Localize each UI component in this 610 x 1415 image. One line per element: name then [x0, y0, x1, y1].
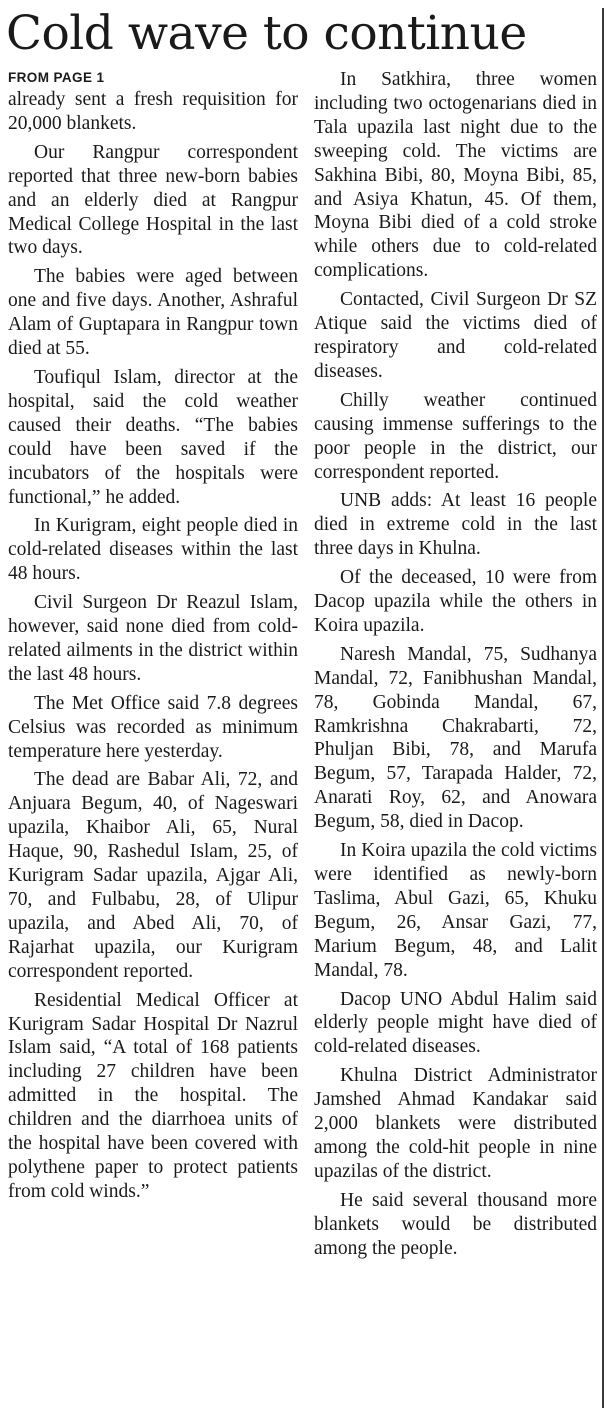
article-paragraph: Chilly weather continued causing immense sufferings to the poor people in the district, our correspondent reported.: [314, 389, 597, 483]
article-column-right: [314, 68, 597, 1266]
article-paragraph: Dacop UNO Abdul Halim said elderly people might have died of cold-related diseases.: [314, 988, 597, 1058]
headline: Cold wave to continue: [6, 6, 527, 61]
column-rule: [602, 8, 604, 1408]
article-paragraph: The Met Office said 7.8 degrees Celsius was recorded as minimum temperature here yesterday.: [8, 692, 298, 762]
continued-from-label: FROM PAGE 1: [8, 70, 105, 85]
article-paragraph: Residential Medical Officer at Kurigram Sadar Hospital Dr Nazrul Islam said, “A total of 168 patients including 27 children have been admitted in the hospital. The children and the diarrhoea units of the hospital have been covered with polythene paper to protect patients from cold winds.”: [8, 989, 298, 1202]
article-paragraph: Toufiqul Islam, director at the hospital, said the cold weather caused their deaths. “The babies could have been saved if the incubators of the hospitals were functional,” he added.: [8, 366, 298, 508]
article-paragraph: UNB adds: At least 16 people died in extreme cold in the last three days in Khulna.: [314, 490, 597, 560]
article-paragraph: The babies were aged between one and five days. Another, Ashraful Alam of Guptapara in Rangpur town died at 55.: [8, 266, 298, 360]
article-paragraph: In Kurigram, eight people died in cold-related diseases within the last 48 hours.: [8, 515, 298, 585]
article-paragraph: Khulna District Administrator Jamshed Ahmad Kandakar said 2,000 blankets were distributed among the cold-hit people in nine upazilas of the district.: [314, 1065, 597, 1182]
article-paragraph: He said several thousand more blankets would be distributed among the people.: [314, 1189, 597, 1259]
article-paragraph: In Satkhira, three women including two octogenarians died in Tala upazila last night due to the sweeping cold. The victims are Sakhina Bibi, 80, Moyna Bibi, 85, and Asiya Khatun, 45. Of them, Moyna Bibi died of a cold stroke while others due to cold-related complications.: [314, 69, 597, 282]
article-paragraph: The dead are Babar Ali, 72, and Anjuara Begum, 40, of Nageswari upazila, Khaibor Ali, 65, Nural Haque, 90, Rashedul Islam, 25, of Kurigram Sadar upazila, Ajgar Ali, 70, and Fulbabu, 28, of Ulipur upazila, and Abed Ali, 70, of Rajarhat upazila, our Kurigram correspondent reported.: [8, 769, 298, 982]
article-paragraph: Our Rangpur correspondent reported that three new-born babies and an elderly died at Rangpur Medical College Hospital in the last two days.: [8, 141, 298, 259]
article-paragraph: Of the deceased, 10 were from Dacop upazila while the others in Koira upazila.: [314, 567, 597, 636]
article-column-left: [8, 68, 298, 1209]
article-paragraph: Naresh Mandal, 75, Sudhanya Mandal, 72, Fanibhushan Mandal, 78, Gobinda Mandal, 67, Ramkrishna Chakrabarti, 72, Phuljan Bibi, 78, and Marufa Begum, 57, Tarapada Halder, 72, Anarati Roy, 62, and Anowara Begum, 58, died in Dacop.: [314, 643, 597, 833]
article-paragraph: Civil Surgeon Dr Reazul Islam, however, said none died from cold-related ailments in the district within the last 48 hours.: [8, 592, 298, 685]
article-paragraph: In Koira upazila the cold victims were identified as newly-born Taslima, Abul Gazi, 65, Khuku Begum, 26, Ansar Gazi, 77, Marium Begum, 48, and Lalit Mandal, 78.: [314, 840, 597, 981]
article-paragraph: Contacted, Civil Surgeon Dr SZ Atique said the victims died of respiratory and cold-related diseases.: [314, 289, 597, 382]
article-paragraph: already sent a fresh requisition for 20,000 blankets.: [8, 89, 298, 134]
